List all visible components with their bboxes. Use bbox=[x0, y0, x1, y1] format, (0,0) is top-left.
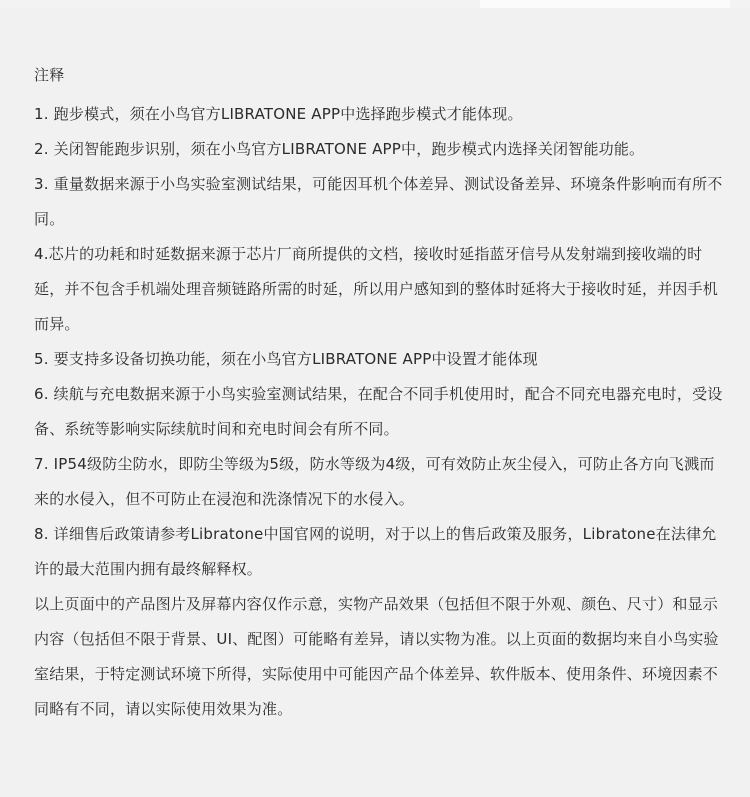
note-2: 2. 关闭智能跑步识别，须在小鸟官方LIBRATONE APP中，跑步模式内选择关闭智能功能。 bbox=[34, 140, 645, 158]
notes-heading: 注释 bbox=[34, 66, 65, 84]
note-7: 7. IP54级防尘防水，即防尘等级为5级，防水等级为4级，可有效防止灰尘侵入，可防止各方向飞溅而来的水侵入，但不可防止在浸泡和洗涤情况下的水侵入。 bbox=[34, 455, 715, 508]
note-8: 8. 详细售后政策请参考Libratone中国官网的说明，对于以上的售后政策及服务，Libratone在法律允许的最大范围内拥有最终解释权。 bbox=[34, 525, 717, 578]
note-4: 4.芯片的功耗和时延数据来源于芯片厂商所提供的文档，接收时延指蓝牙信号从发射端到接收端的时延，并不包含手机端处理音频链路所需的时延，所以用户感知到的整体时延将大于接收时延，并因手机而异。 bbox=[34, 245, 719, 333]
note-3: 3. 重量数据来源于小鸟实验室测试结果，可能因耳机个体差异、测试设备差异、环境条件影响而有所不同。 bbox=[34, 175, 723, 228]
note-1: 1. 跑步模式，须在小鸟官方LIBRATONE APP中选择跑步模式才能体现。 bbox=[34, 105, 523, 123]
disclaimer-notes bbox=[34, 62, 724, 727]
note-6: 6. 续航与充电数据来源于小鸟实验室测试结果，在配合不同手机使用时，配合不同充电器充电时，受设备、系统等影响实际续航时间和充电时间会有所不同。 bbox=[34, 385, 723, 438]
top-edge-highlight bbox=[480, 0, 730, 8]
general-disclaimer: 以上页面中的产品图片及屏幕内容仅作示意，实物产品效果（包括但不限于外观、颜色、尺寸）和显示内容（包括但不限于背景、UI、配图）可能略有差异，请以实物为准。以上页面的数据均来自小鸟实验室结果，于特定测试环境下所得，实际使用中可能因产品个体差异、软件版本、使用条件、环境因素不同略有不同，请以实际使用效果为准。 bbox=[34, 595, 719, 718]
note-5: 5. 要支持多设备切换功能，须在小鸟官方LIBRATONE APP中设置才能体现 bbox=[34, 350, 538, 368]
